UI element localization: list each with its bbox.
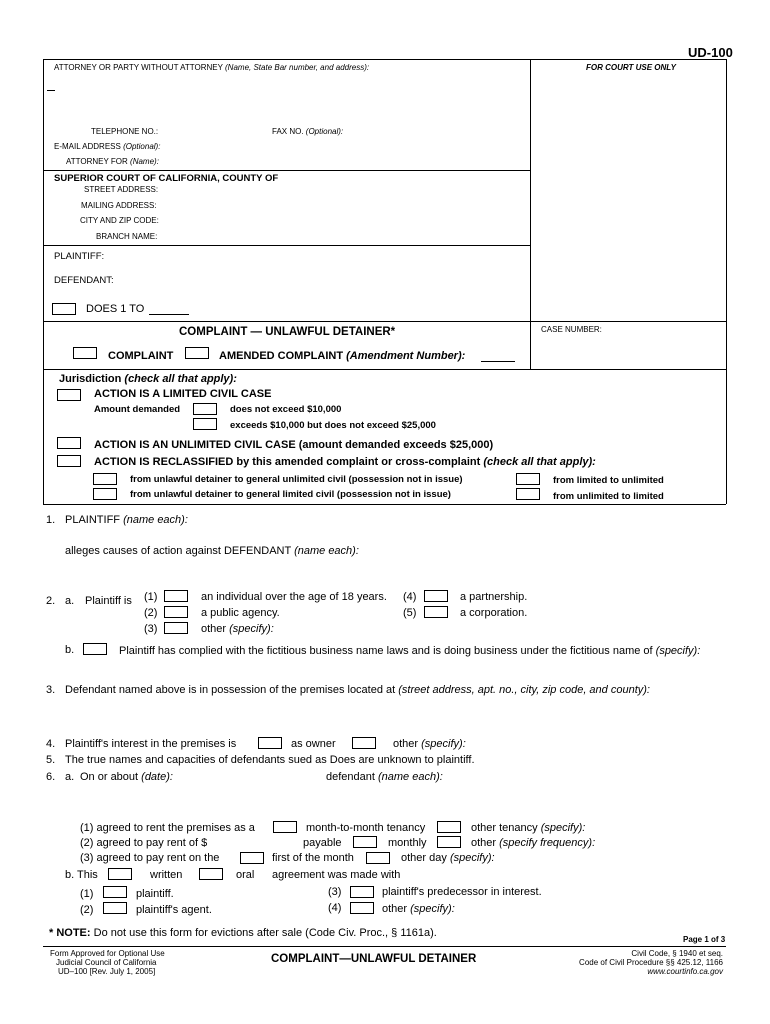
agreed-pay-rent-amount: (2) agreed to pay rent of $ [80, 837, 208, 849]
form-id: UD-100 [688, 45, 733, 60]
reclassified-checkbox[interactable] [57, 455, 81, 467]
item-2a-letter: a. [65, 595, 75, 607]
attorney-label: ATTORNEY OR PARTY WITHOUT ATTORNEY (Name, State Bar number, and address): [54, 63, 370, 72]
reclassified-label: ACTION IS RECLASSIFIED by this amended complaint or cross-complaint (check all that apply): [94, 456, 596, 468]
item-6b2-number: (2) [80, 904, 94, 916]
item-1-plaintiff-label: PLAINTIFF (name each): [65, 514, 188, 526]
agreed-rent-premises: (1) agreed to rent the premises as a [80, 822, 255, 834]
does-unknown-label: The true names and capacities of defendants sued as Does are unknown to plaintiff. [65, 754, 475, 766]
predecessor-label: plaintiff's predecessor in interest. [382, 886, 542, 898]
other-day-checkbox[interactable] [366, 852, 390, 864]
other-frequency-checkbox[interactable] [437, 836, 461, 848]
court-title: SUPERIOR COURT OF CALIFORNIA, COUNTY OF [54, 173, 279, 184]
city-zip-label: CITY AND ZIP CODE: [80, 216, 159, 225]
complaint-title: COMPLAINT — UNLAWFUL DETAINER* [179, 326, 396, 338]
attorney-for-label: ATTORNEY FOR (Name): [66, 157, 159, 166]
defendant-label: DEFENDANT: [54, 275, 114, 286]
item-2a4-number: (4) [403, 591, 417, 603]
defendant-name-label: defendant (name each): [326, 771, 443, 783]
corporation-checkbox[interactable] [424, 606, 448, 618]
agreed-pay-rent-on: (3) agreed to pay rent on the [80, 852, 220, 864]
court-use-label: FOR COURT USE ONLY [586, 63, 676, 72]
attorney-dash [47, 90, 55, 91]
form-approved: Form Approved for Optional Use [50, 949, 165, 958]
premises-label: Defendant named above is in possession of the premises located at (street address, apt. no., city, zip code, and county): [65, 684, 650, 696]
judicial-council: Judicial Council of California [56, 958, 157, 967]
amended-complaint-checkbox[interactable] [185, 347, 209, 359]
item-6b3-number: (3) [328, 886, 342, 898]
footer-title: COMPLAINT—UNLAWFUL DETAINER [271, 953, 477, 965]
divider-jurisdiction [43, 369, 726, 370]
written-checkbox[interactable] [108, 868, 132, 880]
does-checkbox[interactable] [52, 303, 76, 315]
other-tenancy-checkbox[interactable] [437, 821, 461, 833]
exceeds-10000-checkbox[interactable] [193, 418, 217, 430]
limited-to-unlimited-label: from limited to unlimited [553, 475, 664, 486]
month-to-month-label: month-to-month tenancy [306, 822, 426, 834]
amount-demanded-label: Amount demanded [94, 404, 181, 415]
made-with-plaintiff-checkbox[interactable] [103, 886, 127, 898]
plaintiffs-agent-label: plaintiff's agent. [136, 904, 212, 916]
oral-label: oral [236, 869, 255, 881]
written-label: written [150, 869, 183, 881]
frame-right [726, 59, 727, 504]
item-3-number: 3. [46, 684, 56, 696]
monthly-checkbox[interactable] [353, 836, 377, 848]
partnership-label: a partnership. [460, 591, 528, 603]
divider-title [43, 321, 726, 322]
unlimited-to-limited-checkbox[interactable] [516, 488, 540, 500]
divider-parties [43, 245, 530, 246]
other-day-label: other day (specify): [401, 852, 495, 864]
alleges-label: alleges causes of action against DEFENDANT (name each): [65, 545, 359, 557]
item-6b-label: b. This [65, 869, 98, 881]
unlimited-civil-label: ACTION IS AN UNLIMITED CIVIL CASE (amount demanded exceeds $25,000) [94, 439, 494, 451]
other-made-with-label: other (specify): [382, 903, 455, 915]
street-address-label: STREET ADDRESS: [84, 185, 159, 194]
complaint-checkbox[interactable] [73, 347, 97, 359]
other-plaintiff-label: other (specify): [201, 623, 274, 635]
ud-to-limited-checkbox[interactable] [93, 488, 117, 500]
other-plaintiff-checkbox[interactable] [164, 622, 188, 634]
predecessor-checkbox[interactable] [350, 886, 374, 898]
ud-to-unlimited-label: from unlawful detainer to general unlimited civil (possession not in issue) [130, 474, 463, 485]
does-label: DOES 1 TO [86, 303, 145, 315]
other-interest-checkbox[interactable] [352, 737, 376, 749]
page-number: Page 1 of 3 [683, 935, 726, 944]
payable-label: payable [303, 837, 342, 849]
individual-checkbox[interactable] [164, 590, 188, 602]
item-6b1-number: (1) [80, 888, 94, 900]
fictitious-name-checkbox[interactable] [83, 643, 107, 655]
as-owner-label: as owner [291, 738, 336, 750]
item-2a2-number: (2) [144, 607, 158, 619]
telephone-label: TELEPHONE NO.: [91, 127, 159, 136]
item-2b-letter: b. [65, 644, 75, 656]
does-number-line[interactable] [149, 314, 189, 315]
civil-code-cite: Civil Code, § 1940 et seq. [631, 949, 723, 958]
plaintiffs-agent-checkbox[interactable] [103, 902, 127, 914]
note-line: * NOTE: Do not use this form for evictions after sale (Code Civ. Proc., § 1161a). [49, 927, 437, 939]
first-of-month-checkbox[interactable] [240, 852, 264, 864]
item-1-number: 1. [46, 514, 56, 526]
interest-label: Plaintiff's interest in the premises is [65, 738, 237, 750]
ccp-cite: Code of Civil Procedure §§ 425.12, 1166 [579, 958, 723, 967]
unlimited-civil-checkbox[interactable] [57, 437, 81, 449]
agreement-made-with-label: agreement was made with [272, 869, 401, 881]
limited-civil-checkbox[interactable] [57, 389, 81, 401]
exceeds-10000-label: exceeds $10,000 but does not exceed $25,000 [230, 420, 436, 431]
case-number-label: CASE NUMBER: [541, 325, 602, 334]
fictitious-name-label: Plaintiff has complied with the fictitious business name laws and is doing business under the fictitious name of (specify): [119, 645, 701, 657]
item-2-number: 2. [46, 595, 56, 607]
limited-to-unlimited-checkbox[interactable] [516, 473, 540, 485]
item-6-number: 6. [46, 771, 56, 783]
branch-name-label: BRANCH NAME: [96, 232, 158, 241]
plaintiff-label: PLAINTIFF: [54, 251, 105, 262]
as-owner-checkbox[interactable] [258, 737, 282, 749]
courtinfo-link[interactable]: www.courtinfo.ca.gov [647, 967, 723, 976]
frame-bottom [43, 504, 726, 505]
monthly-label: monthly [388, 837, 427, 849]
form-revision: UD–100 [Rev. July 1, 2005] [58, 967, 156, 976]
corporation-label: a corporation. [460, 607, 528, 619]
other-made-with-checkbox[interactable] [350, 902, 374, 914]
item-2a5-number: (5) [403, 607, 417, 619]
item-6a-letter: a. [65, 771, 75, 783]
amended-complaint-label: AMENDED COMPLAINT (Amendment Number): [219, 350, 466, 362]
other-interest-label: other (specify): [393, 738, 466, 750]
amendment-number-line[interactable] [481, 361, 515, 362]
plaintiff-is-label: Plaintiff is [85, 595, 132, 607]
first-of-month-label: first of the month [272, 852, 354, 864]
fax-label: FAX NO. (Optional): [272, 127, 344, 136]
other-frequency-label: other (specify frequency): [471, 837, 596, 849]
court-use-divider [530, 59, 531, 369]
ud-to-limited-label: from unlawful detainer to general limited civil (possession not in issue) [130, 489, 451, 500]
footer-divider [43, 946, 726, 947]
not-exceed-10000-label: does not exceed $10,000 [230, 404, 342, 415]
item-2a3-number: (3) [144, 623, 158, 635]
partnership-checkbox[interactable] [424, 590, 448, 602]
other-tenancy-label: other tenancy (specify): [471, 822, 586, 834]
unlimited-to-limited-label: from unlimited to limited [553, 491, 664, 502]
jurisdiction-label: Jurisdiction (check all that apply): [59, 373, 237, 385]
frame-top [43, 59, 726, 60]
public-agency-checkbox[interactable] [164, 606, 188, 618]
on-or-about-label: On or about (date): [80, 771, 173, 783]
email-label: E-MAIL ADDRESS (Optional): [54, 142, 161, 151]
month-to-month-checkbox[interactable] [273, 821, 297, 833]
mailing-address-label: MAILING ADDRESS: [81, 201, 157, 210]
frame-left [43, 59, 44, 504]
public-agency-label: a public agency. [201, 607, 280, 619]
complaint-option-label: COMPLAINT [108, 350, 174, 362]
made-with-plaintiff-label: plaintiff. [136, 888, 174, 900]
individual-label: an individual over the age of 18 years. [201, 591, 387, 603]
oral-checkbox[interactable] [199, 868, 223, 880]
item-6b4-number: (4) [328, 902, 342, 914]
item-5-number: 5. [46, 754, 56, 766]
divider-court [43, 170, 530, 171]
not-exceed-10000-checkbox[interactable] [193, 403, 217, 415]
item-2a1-number: (1) [144, 591, 158, 603]
limited-civil-label: ACTION IS A LIMITED CIVIL CASE [94, 388, 272, 400]
ud-to-unlimited-checkbox[interactable] [93, 473, 117, 485]
item-4-number: 4. [46, 738, 56, 750]
